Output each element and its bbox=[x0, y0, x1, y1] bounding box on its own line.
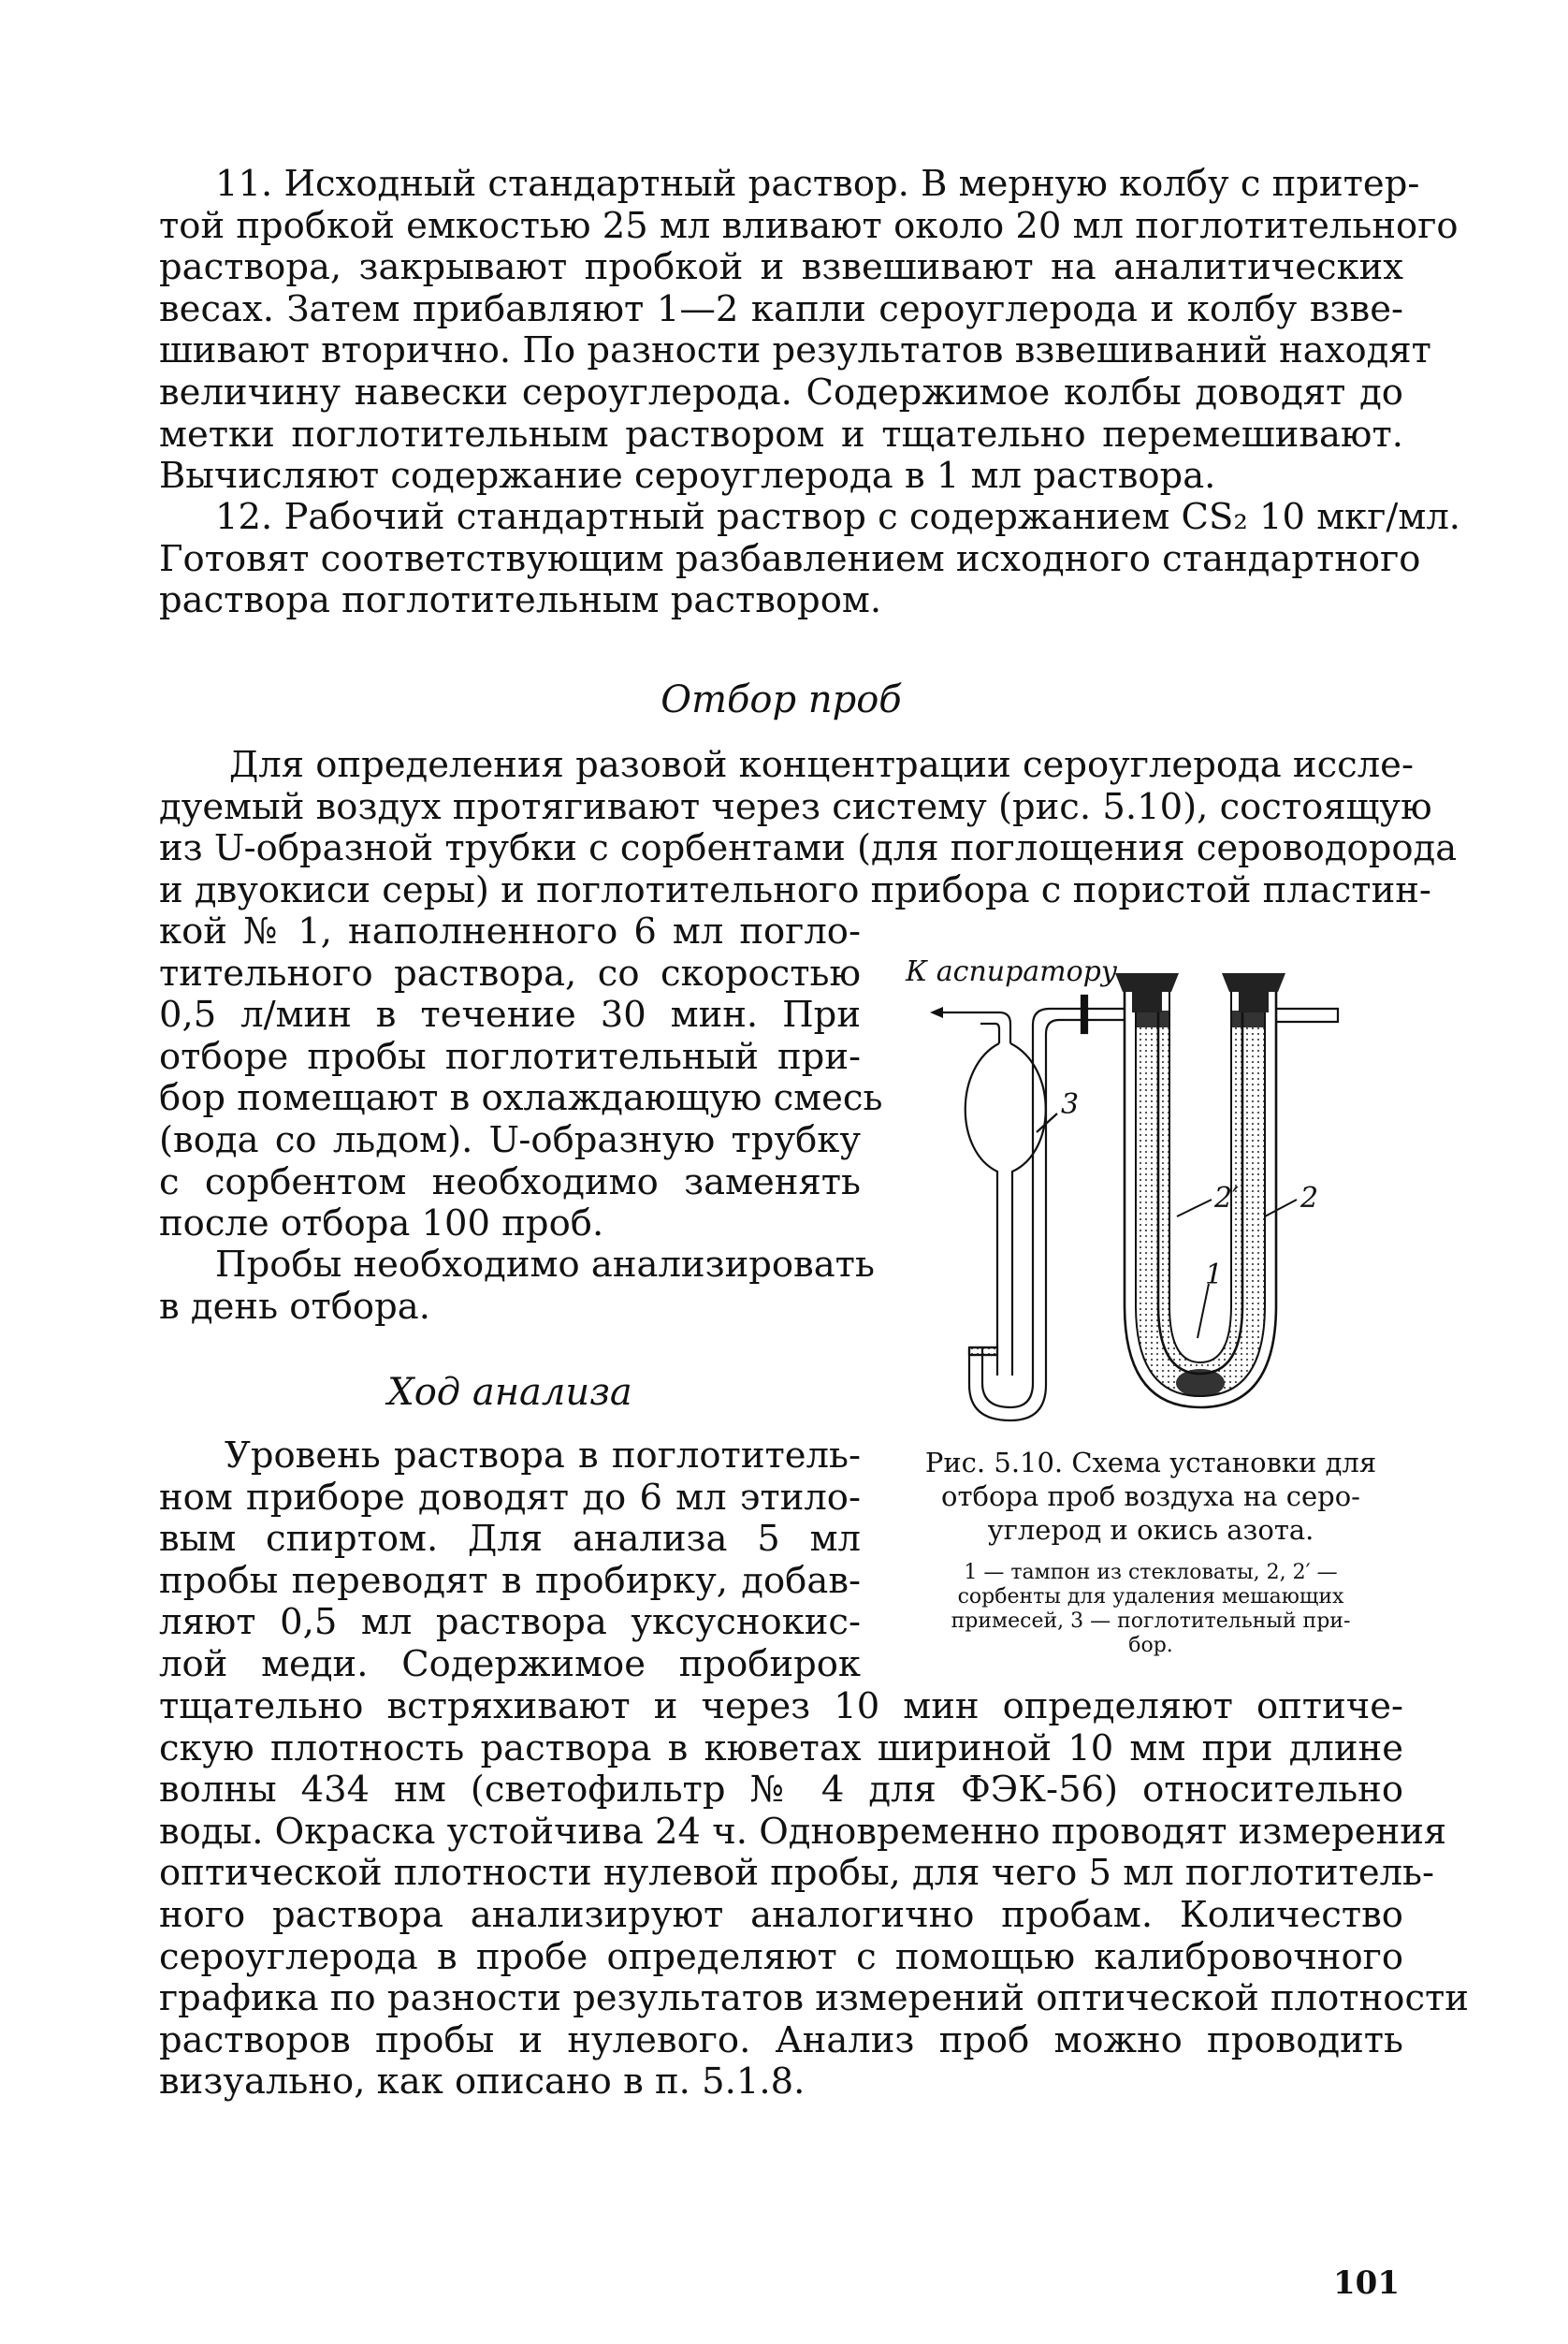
text-line: вым спиртом. Для анализа 5 мл bbox=[159, 1518, 861, 1561]
label-2: 2 bbox=[1300, 1182, 1319, 1215]
legend-line: бор. bbox=[1128, 1634, 1173, 1657]
paragraph-11 bbox=[159, 163, 1459, 498]
caption-line: Рис. 5.10. Схема установки для bbox=[924, 1447, 1377, 1478]
text-line: ном приборе доводят до 6 мл этило- bbox=[159, 1476, 861, 1519]
label-3: 3 bbox=[1061, 1088, 1080, 1121]
text-line: скую плотность раствора в кюветах шириной 10 мм при длине bbox=[159, 1726, 1403, 1769]
legend-line: примесей, 3 — поглотительный при- bbox=[951, 1609, 1351, 1633]
text-line: лой меди. Содержимое пробирок bbox=[159, 1642, 861, 1685]
text-line: визуально, как описано в п. 5.1.8. bbox=[159, 2060, 806, 2104]
text-line: весах. Затем прибавляют 1—2 капли сероуглерода и колбу взве- bbox=[159, 287, 1403, 330]
text-line: дуемый воздух протягивают через систему (рис. 5.10), состоящую bbox=[159, 785, 1432, 828]
aspirator-label: К аспиратору bbox=[906, 955, 1118, 988]
absorption-device bbox=[930, 1007, 1076, 1420]
paragraph-12 bbox=[159, 496, 1461, 622]
text-line: Пробы необходимо анализировать bbox=[215, 1244, 875, 1286]
connector-stopcock bbox=[1076, 996, 1125, 1033]
text-line: бор помещают в охлаждающую смесь bbox=[159, 1077, 883, 1120]
text-line: растворов пробы и нулевого. Анализ проб можно проводить bbox=[159, 2018, 1403, 2061]
page-number: 101 bbox=[1333, 2264, 1400, 2302]
text-line: графика по разности результатов измерений оптической плотности bbox=[159, 1977, 1469, 2020]
text-line: величину навески сероуглерода. Содержимое колбы доводят до bbox=[159, 371, 1403, 414]
text-line: ного раствора анализируют аналогично пробам. Количество bbox=[159, 1893, 1403, 1936]
caption-line: отбора проб воздуха на серо- bbox=[941, 1480, 1360, 1512]
text-line: Вычисляют содержание сероуглерода в 1 мл раствора. bbox=[159, 455, 1216, 498]
text-line: и двуокиси серы) и поглотительного прибора с пористой пластин- bbox=[159, 868, 1431, 911]
text-line: Для определения разовой концентрации сероуглерода иссле- bbox=[229, 744, 1414, 786]
text-line: оптической плотности нулевой пробы, для чего 5 мл поглотитель- bbox=[159, 1852, 1435, 1895]
label-1: 1 bbox=[1205, 1259, 1224, 1291]
text-line: той пробкой емкостью 25 мл вливают около 20 мл поглотительного bbox=[159, 204, 1459, 247]
text-line: 0,5 л/мин в течение 30 мин. При bbox=[159, 994, 861, 1037]
legend-line: сорбенты для удаления мешающих bbox=[957, 1585, 1344, 1609]
text-line: Уровень раствора в поглотитель- bbox=[225, 1434, 861, 1477]
text-line: кой № 1, наполненного 6 мл погло- bbox=[159, 910, 861, 953]
legend-line: 1 — тампон из стекловаты, 2, 2′ — bbox=[964, 1561, 1338, 1584]
text-line: отборе пробы поглотительный при- bbox=[159, 1035, 861, 1078]
text-line: с сорбентом необходимо заменять bbox=[159, 1160, 861, 1203]
analysis-paragraph bbox=[159, 1435, 861, 1686]
sampling-paragraph-continued bbox=[159, 910, 883, 1245]
analysis-paragraph-continued bbox=[159, 1685, 1469, 2104]
caption-line: углерод и окись азота. bbox=[987, 1514, 1314, 1546]
section-heading-analysis: Ход анализа bbox=[387, 1371, 632, 1414]
figure-legend bbox=[898, 1561, 1403, 1658]
text-line: (вода со льдом). U-образную трубку bbox=[159, 1118, 861, 1161]
text-line: Готовят соответствующим разбавлением исходного стандартного bbox=[159, 537, 1421, 580]
figure-caption bbox=[898, 1446, 1403, 1547]
text-line: сероуглерода в пробе определяют с помощью калибровочного bbox=[159, 1935, 1403, 1978]
text-line: шивают вторично. По разности результатов взвешиваний находят bbox=[159, 329, 1431, 372]
section-heading-sampling: Отбор проб bbox=[661, 678, 902, 721]
text-line: из U-образной трубки с сорбентами (для поглощения сероводорода bbox=[159, 827, 1458, 870]
text-line: ляют 0,5 мл раствора уксуснокис- bbox=[159, 1601, 861, 1644]
analyze-day-paragraph bbox=[159, 1244, 875, 1328]
label-2prime: 2′ bbox=[1214, 1182, 1239, 1215]
sampling-paragraph bbox=[159, 744, 1458, 911]
text-line: волны 434 нм (светофильтр № 4 для ФЭК-56) относительно bbox=[159, 1769, 1403, 1812]
text-line: после отбора 100 проб. bbox=[159, 1202, 604, 1245]
text-line: в день отбора. bbox=[159, 1285, 430, 1328]
apparatus-figure bbox=[879, 936, 1403, 1446]
text-line: раствора поглотительным раствором. bbox=[159, 579, 882, 622]
text-line: раствора, закрывают пробкой и взвешивают на аналитических bbox=[159, 246, 1403, 289]
text-line: 11. Исходный стандартный раствор. В мерную колбу с притер- bbox=[215, 163, 1420, 205]
text-line: тщательно встряхивают и через 10 мин определяют оптиче- bbox=[159, 1685, 1403, 1727]
text-line: воды. Окраска устойчива 24 ч. Одновременно проводят измерения bbox=[159, 1810, 1447, 1853]
text-line: метки поглотительным раствором и тщательно перемешивают. bbox=[159, 413, 1403, 456]
text-line: тительного раствора, со скоростью bbox=[159, 952, 861, 995]
text-line: 12. Рабочий стандартный раствор с содержанием CS₂ 10 мкг/мл. bbox=[215, 496, 1461, 538]
text-line: пробы переводят в пробирку, добав- bbox=[159, 1559, 861, 1602]
